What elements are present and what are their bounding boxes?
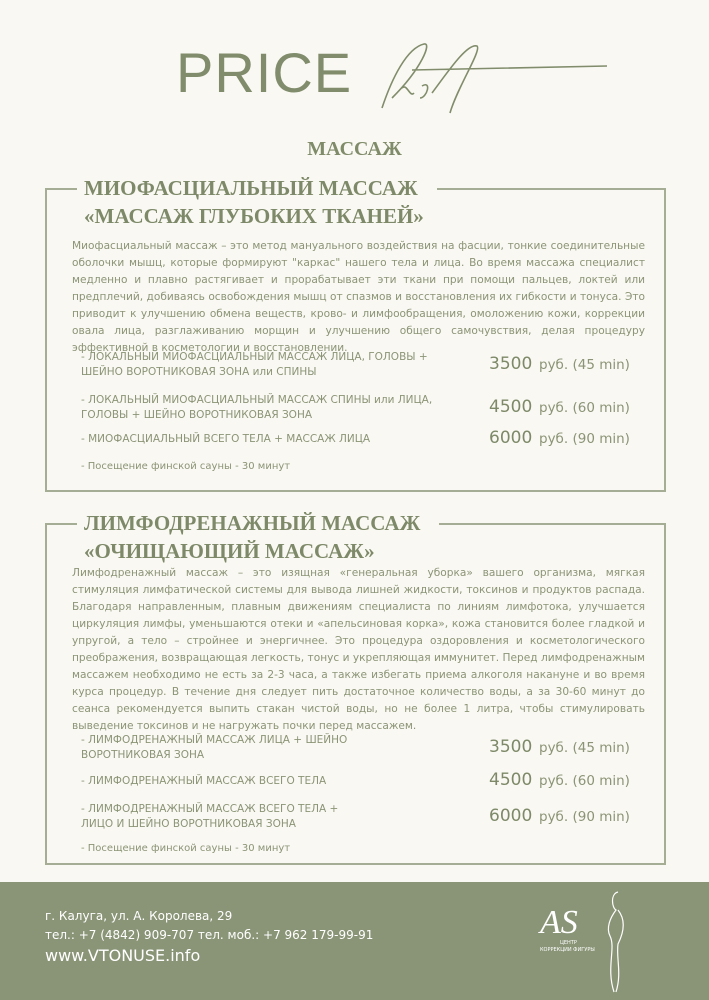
footer (0, 882, 709, 1000)
address: г. Калуга, ул. А. Королева, 29 (45, 909, 233, 923)
page-title: PRICE (176, 41, 353, 104)
section-title: МИОФАСЦИАЛЬНЫЙ МАССАЖ «МАССАЖ ГЛУБОКИХ ТКАНЕЙ» (84, 176, 424, 228)
category-heading: МАССАЖ (307, 138, 402, 160)
section-myofascial: МИОФАСЦИАЛЬНЫЙ МАССАЖ «МАССАЖ ГЛУБОКИХ ТКАНЕЙ» Миофасциальный массаж – это метод мануального воздействия на фасции, тонкие соединительные оболочки мышц, которые формируют "каркас" нашего тела и лица. Во время массажа специалист медленно и плавно растягивает и прорабатывает эти ткани при помощи пальцев, локтей или предплечий, добиваясь освобождения мышц от спазмов и восстановления их гибкости и тонуса. Это приводит к улучшению обмена веществ, крово- и лимфообращения, омоложению кожи, коррекции овала лица, разглаживанию морщин и улучшению общего самочувствия, делая процедуру эффективной в косметологии и восстановлении. - ЛОКАЛЬНЫЙ МИОФАСЦИАЛЬНЫЙ МАССАЖ ЛИЦА, ГОЛОВЫ + ШЕЙНО ВОРОТНИКОВАЯ ЗОНА или СПИНЫ 3500 руб. (45 min) - ЛОКАЛЬНЫЙ МИОФАСЦИАЛЬНЫЙ МАССАЖ СПИНЫ или ЛИЦА, ГОЛОВЫ + ШЕЙНО ВОРОТНИКОВАЯ ЗОНА 4500 руб. (60 min) - МИОФАСЦИАЛЬНЫЙ ВСЕГО ТЕЛА + МАССАЖ ЛИЦА 6000 руб. (90 min) - Посещение финской сауны - 30 минут (45, 188, 666, 492)
section-lymphatic: ЛИМФОДРЕНАЖНЫЙ МАССАЖ «ОЧИЩАЮЩИЙ МАССАЖ» Лимфодренажный массаж – это изящная «генеральная уборка» вашего организма, мягкая стимуляция лимфатической системы для вывода лишней жидкости, токсинов и продуктов распада. Благодаря направленным, плавным движениям специалиста по линиям лимфотока, улучшается циркуляция лимфы, уменьшаются отеки и «апельсиновая корка», кожа становится более гладкой и упругой, а тело – стройнее и энергичнее. Это процедура оздоровления и косметологического преображения, возвращающая легкость, тонус и укрепляющая иммунитет. Перед лимфодренажным массажем необходимо не есть за 2-3 часа, а также избегать приема алкоголя накануне и во время курса процедур. В течение дня следует пить достаточное количество воды, а за 30-60 минут до сеанса рекомендуется выпить стакан чистой воды, но не более 1 литра, чтобы стимулировать выведение токсинов и не нагружать почки перед массажем. - ЛИМФОДРЕНАЖНЫЙ МАССАЖ ЛИЦА + ШЕЙНО ВОРОТНИКОВАЯ ЗОНА 3500 руб. (45 min) - ЛИМФОДРЕНАЖНЫЙ МАССАЖ ВСЕГО ТЕЛА 4500 руб. (60 min) - ЛИМФОДРЕНАЖНЫЙ МАССАЖ ВСЕГО ТЕЛА + ЛИЦО И ШЕЙНО ВОРОТНИКОВАЯ ЗОНА 6000 руб. (90 min) - Посещение финской сауны - 30 минут (45, 523, 666, 865)
logo-text: AS (540, 904, 578, 941)
female-silhouette-icon (596, 888, 636, 998)
section-description: Лимфодренажный массаж – это изящная «генеральная уборка» вашего организма, мягкая стимуляция лимфатической системы для вывода лишней жидкости, токсинов и продуктов распада. Благодаря направленным, плавным движениям специалиста по линиям лимфотока, улучшается циркуляция лимфы, уменьшаются отеки и «апельсиновая корка», кожа становится более гладкой и упругой, а тело – стройнее и энергичнее. Это процедура оздоровления и косметологического преображения, возвращающая легкость, тонус и укрепляющая иммунитет. Перед лимфодренажным массажем необходимо не есть за 2-3 часа, а также избегать приема алкоголя накануне и во время курса процедур. В течение дня следует пить достаточное количество воды, а за 30-60 минут до сеанса рекомендуется выпить стакан чистой воды, но не более 1 литра, чтобы стимулировать выведение токсинов и не нагружать почки перед массажем. (72, 567, 645, 732)
sauna-note: - Посещение финской сауны - 30 минут (81, 843, 291, 854)
website-link[interactable]: www.VTONUSE.info (45, 946, 201, 965)
section-description: Миофасциальный массаж – это метод мануального воздействия на фасции, тонкие соединительные оболочки мышц, которые формируют "каркас" нашего тела и лица. Во время массажа специалист медленно и плавно растягивает и прорабатывает эти ткани при помощи пальцев, локтей или предплечий, добиваясь освобождения мышц от спазмов и восстановления их гибкости и тонуса. Это приводит к улучшению обмена веществ, крово- и лимфообращения, омоложению кожи, коррекции овала лица, разглаживанию морщин и улучшению общего самочувствия, делая процедуру эффективной в косметологии и восстановлении. (72, 240, 645, 354)
logo-subtitle: КОРРЕКЦИИ ФИГУРЫ (540, 947, 595, 953)
section-title: ЛИМФОДРЕНАЖНЫЙ МАССАЖ «ОЧИЩАЮЩИЙ МАССАЖ» (84, 511, 421, 563)
logo-subtitle: ЦЕНТР (560, 940, 577, 946)
script-list-logo (372, 38, 612, 118)
phones: тел.: +7 (4842) 909-707 тел. моб.: +7 962 179-99-91 (45, 928, 374, 942)
sauna-note: - Посещение финской сауны - 30 минут (81, 461, 291, 472)
